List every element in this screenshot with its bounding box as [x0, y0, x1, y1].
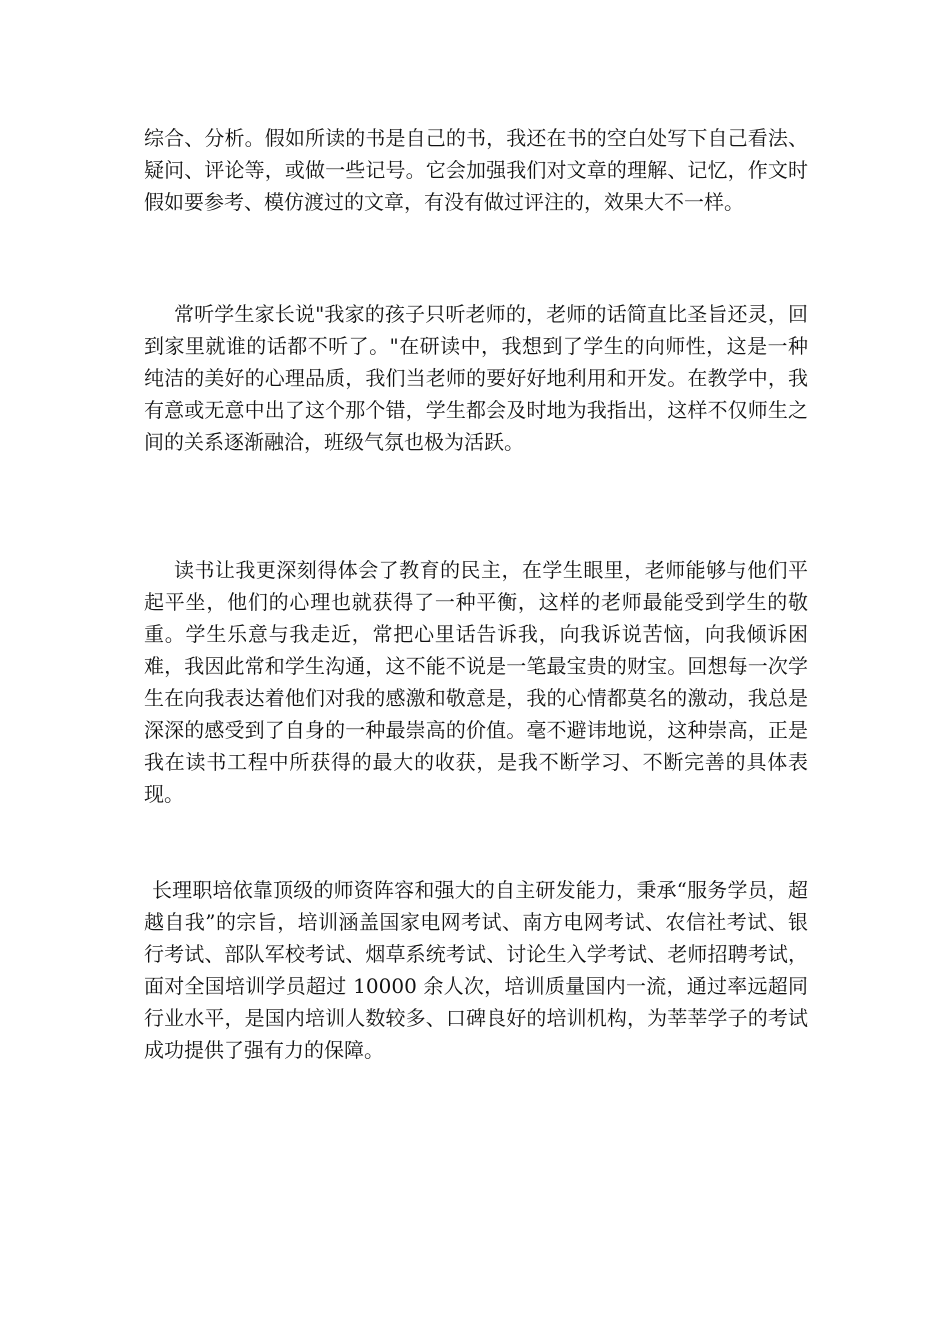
paragraph-3: 读书让我更深刻得体会了教育的民主，在学生眼里，老师能够与他们平起平坐，他们的心理也就获得了一种平衡，这样的老师最能受到学生的敬重。学生乐意与我走近，常把心里话告诉我，向我诉说苦恼，向我倾诉困难，我因此常和学生沟通，这不能不说是一笔最宝贵的财宝。回想每一次学生在向我表达着他们对我的感激和敬意是，我的心情都莫名的激动，我总是深深的感受到了自身的一种最崇高的价值。毫不避讳地说，这种崇高，正是我在读书工程中所获得的最大的收获，是我不断学习、不断完善的具体表现。: [144, 558, 808, 806]
paragraph-4: 长理职培依靠顶级的师资阵容和强大的自主研发能力，秉承“服务学员，超越自我”的宗旨，培训涵盖国家电网考试、南方电网考试、农信社考试、银行考试、部队军校考试、烟草系统考试、讨论生入学考试、老师招聘考试，面对全国培训学员超过 10000 余人次，培训质量国内一流，通过率远超同行业水平，是国内培训人数较多、口碑良好的培训机构，为莘莘学子的考试成功提供了强有力的保障。: [144, 878, 808, 1062]
paragraph-2: 常听学生家长说"我家的孩子只听老师的，老师的话简直比圣旨还灵，回到家里就谁的话都不听了。"在研读中，我想到了学生的向师性，这是一种纯洁的美好的心理品质，我们当老师的要好好地利用和开发。在教学中，我有意或无意中出了这个那个错，学生都会及时地为我指出，这样不仅师生之间的关系逐渐融洽，班级气氛也极为活跃。: [144, 302, 808, 454]
paragraph-1: 综合、分析。假如所读的书是自己的书，我还在书的空白处写下自己看法、疑问、评论等，或做一些记号。它会加强我们对文章的理解、记忆，作文时假如要参考、模仿渡过的文章，有没有做过评注的，效果大不一样。: [144, 126, 808, 214]
